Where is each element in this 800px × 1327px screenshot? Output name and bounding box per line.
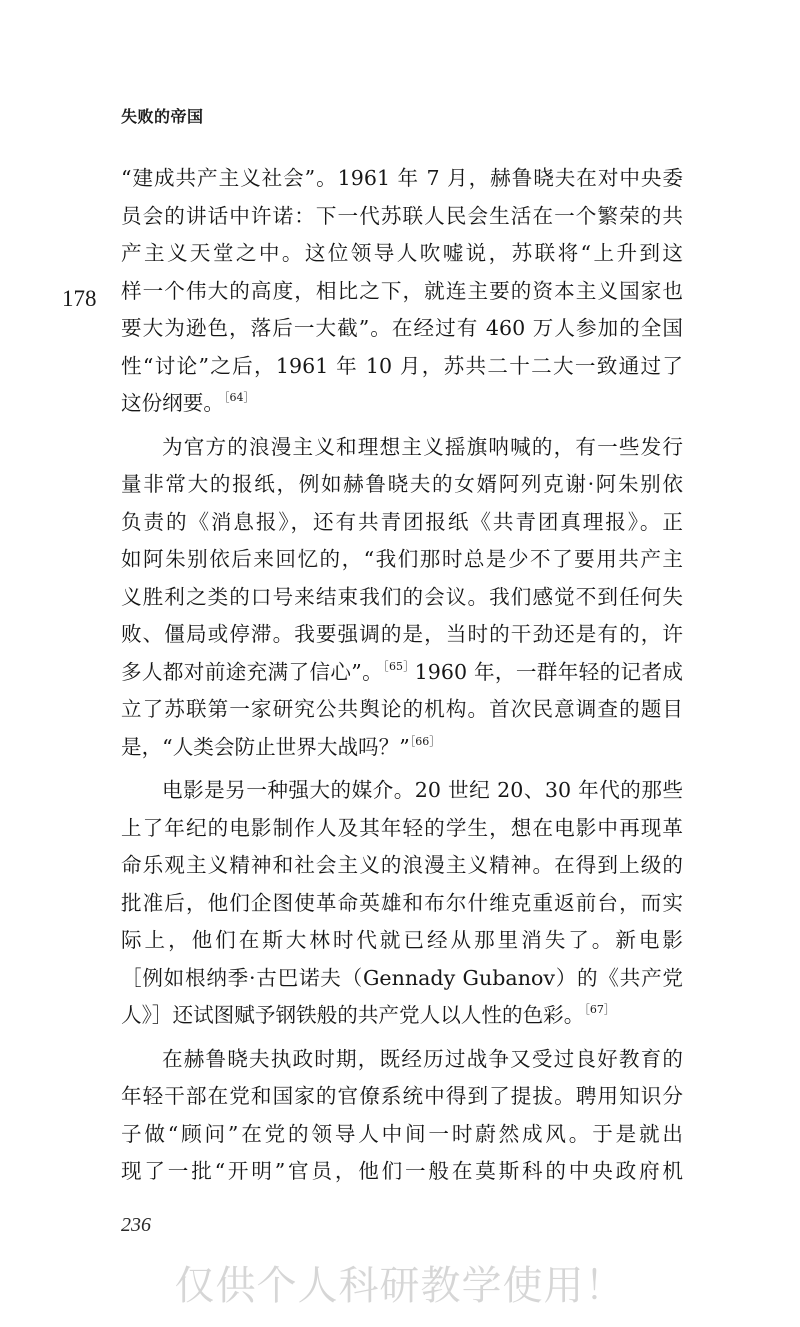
text-line: 样一个伟大的高度，相比之下，就连主要的资本主义国家也 — [121, 278, 683, 303]
text-span: 这份纲要。 — [121, 391, 224, 415]
footnote-ref-67: ［67］ — [584, 1003, 615, 1016]
footnote-ref-64: ［64］ — [223, 391, 255, 404]
text-line: 在赫鲁晓夫执政时期，既经历过战争又受过良好教育的 — [162, 1046, 683, 1071]
text-line: ［例如根纳季·古巴诺夫（Gennady Gubanov）的《共产党 — [121, 965, 683, 990]
text-line: 际上，他们在斯大林时代就已经从那里消失了。新电影 — [121, 928, 683, 952]
footnote-ref-65: ［65］ — [383, 659, 415, 673]
text-line: 现了一批“开明”官员，他们一般在莫斯科的中央政府机 — [121, 1159, 683, 1183]
text-line: 命乐观主义精神和社会主义的浪漫主义精神。在得到上级的 — [121, 853, 683, 877]
text-line: 子做“顾问”在党的领导人中间一时蔚然成风。于是就出 — [121, 1121, 683, 1146]
text-line: 上了年纪的电影制作人及其年轻的学生，想在电影中再现革 — [121, 815, 683, 840]
text-span: 多人都对前途充满了信心”。 — [121, 659, 384, 684]
page-number: 236 — [121, 1214, 151, 1236]
text-span: 1960 年，一群年轻的记者成 — [414, 659, 683, 684]
text-line: 如阿朱别依后来回忆的，“我们那时总是少不了要用共产主 — [121, 547, 683, 571]
text-line: 量非常大的报纸，例如赫鲁晓夫的女婿阿列克谢·阿朱别依 — [121, 472, 683, 496]
text-line: 立了苏联第一家研究公共舆论的机构。首次民意调查的题目 — [121, 697, 683, 721]
text-line: 为官方的浪漫主义和理想主义摇旗呐喊的，有一些发行 — [162, 434, 683, 459]
margin-page-reference: 178 — [62, 286, 97, 311]
text-span: 是，“人类会防止世界大战吗？” — [121, 734, 410, 759]
watermark: 仅供个人科研教学使用！ — [174, 1263, 626, 1309]
text-line: 批准后，他们企图使革命英雄和布尔什维克重返前台，而实 — [121, 890, 683, 915]
text-line: 负责的《消息报》，还有共青团报纸《共青团真理报》。正 — [121, 509, 683, 534]
text-line — [121, 654, 683, 692]
text-line: 产主义天堂之中。这位领导人吹嘘说，苏联将“上升到这 — [121, 241, 683, 265]
text-line: 年轻干部在党和国家的官僚系统中得到了提拔。聘用知识分 — [121, 1084, 683, 1108]
text-line: 败、僵局或停滞。我要强调的是，当时的干劲还是有的，许 — [121, 622, 683, 646]
text-line — [121, 997, 683, 1035]
text-line: 电影是另一种强大的媒介。20 世纪 20、30 年代的那些 — [162, 778, 683, 802]
text-line: “建成共产主义社会”。1961 年 7 月，赫鲁晓夫在对中央委 — [121, 166, 683, 190]
running-head: 失败的帝国 — [121, 107, 204, 126]
text-line — [121, 729, 683, 767]
body-text — [121, 160, 683, 1191]
text-span: 人》］还试图赋予钢铁般的共产党人以人性的色彩。 — [121, 1003, 585, 1027]
text-line: 要大为逊色，落后一大截”。在经过有 460 万人参加的全国 — [121, 316, 683, 340]
text-line — [121, 385, 683, 423]
text-line: 员会的讲话中许诺：下一代苏联人民会生活在一个繁荣的共 — [121, 203, 683, 228]
text-line: 义胜利之类的口号来结束我们的会议。我们感觉不到任何失 — [121, 584, 683, 609]
footnote-ref-66: ［66］ — [409, 734, 441, 748]
text-line: 性“讨论”之后，1961 年 10 月，苏共二十二大一致通过了 — [121, 353, 683, 378]
